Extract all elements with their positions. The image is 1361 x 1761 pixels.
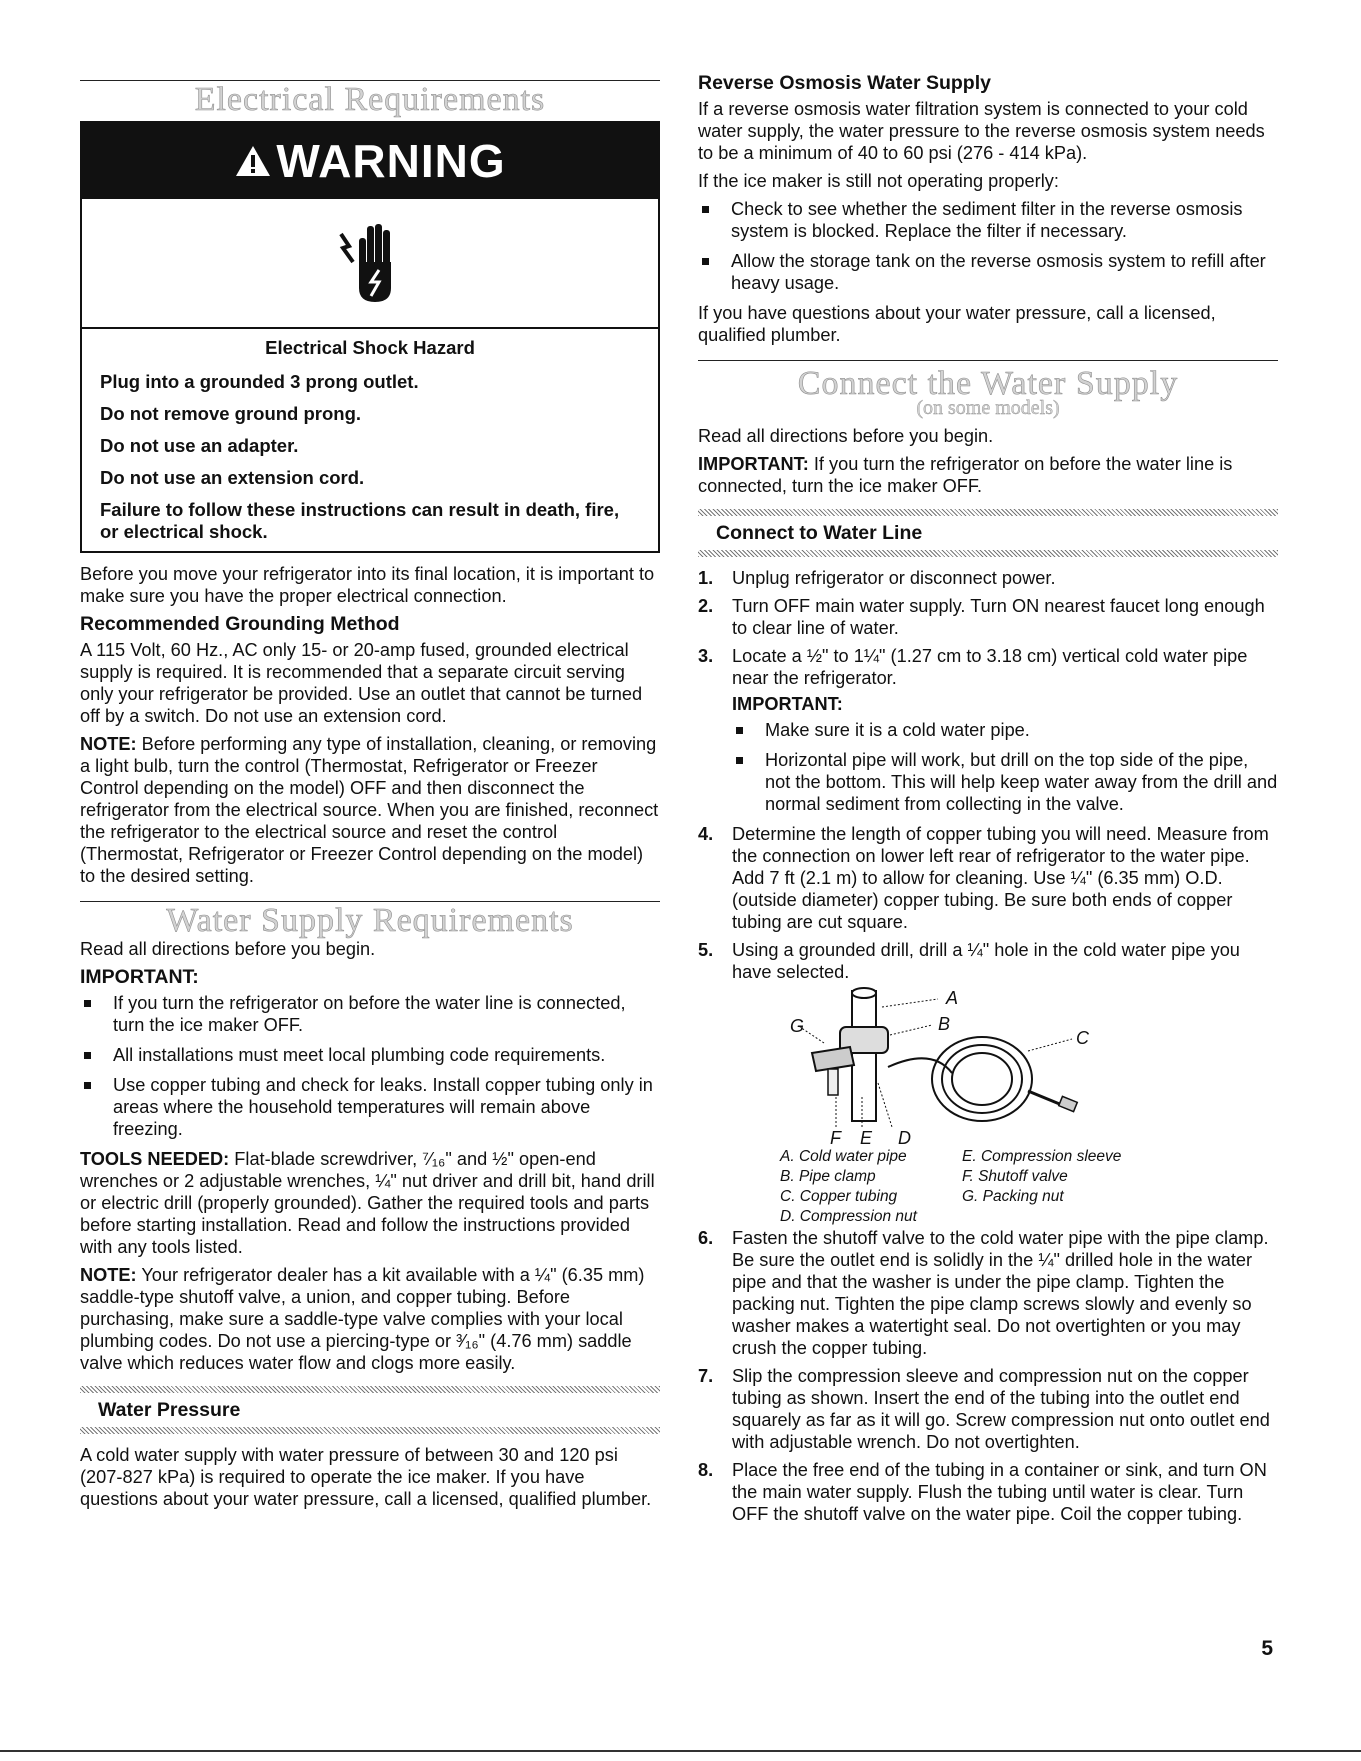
step-number: 6. (698, 1228, 714, 1248)
step-text: Slip the compression sleeve and compression nut on the copper tubing as shown. Insert the end of the tubing into the outlet end squarely as far as it will go. Screw compression nut onto outlet end with adjustable wrench. Do not overtighten. (732, 1366, 1270, 1452)
right-column (698, 0, 1278, 1531)
step-number: 5. (698, 940, 714, 960)
figure-legend-left (780, 1147, 917, 1227)
reverse-osmosis-heading: Reverse Osmosis Water Supply (698, 72, 991, 94)
step-text: Determine the length of copper tubing you will need. Measure from the connection on lower left rear of refrigerator to the water pipe. Add 7 ft (2.1 m) to allow for cleaning. Use ¼" (6.35 mm) O.D. (outside diameter) copper tubing. Be sure both ends of copper tubing are cut square. (732, 824, 1269, 932)
list-item: Horizontal pipe will work, but drill on the top side of the pipe, not the bottom. This will help keep water away from the drill and normal sediment from collecting in the valve. (732, 749, 1278, 815)
electrical-requirements-title: Electrical Requirements (194, 81, 546, 118)
installation-steps (698, 567, 1278, 1525)
figure-letter-b: B (938, 1014, 951, 1034)
figure-letter-c: C (1076, 1028, 1089, 1048)
connect-water-supply-subtitle: (on some models) (916, 397, 1060, 419)
warning-line: Do not use an adapter. (100, 435, 299, 456)
section-rule (698, 360, 1278, 361)
figure-letter-d: D (898, 1128, 911, 1148)
water-pressure-heading: Water Pressure (98, 1399, 241, 1421)
list-item: Allow the storage tank on the reverse osmosis system to refill after heavy usage. (698, 250, 1278, 294)
grounding-text: A 115 Volt, 60 Hz., AC only 15- or 20-amp fused, grounded electrical supply is required. It is recommended that a separate circuit serving only your refrigerator be provided. Use an outlet that cannot be turned off by a switch. Do not use an extension cord. (80, 640, 643, 726)
warning-box (80, 121, 660, 553)
legend-item: A. Cold water pipe (780, 1148, 907, 1165)
list-item: If you turn the refrigerator on before the water line is connected, turn the ice maker OFF. (80, 992, 660, 1036)
step-item (698, 1365, 1278, 1453)
step3-important-label: IMPORTANT: (732, 694, 843, 714)
connect-important (698, 453, 1278, 497)
water-supply-title: Water Supply Requirements (166, 902, 574, 939)
valve-illustration (732, 987, 1272, 1137)
list-item: Make sure it is a cold water pipe. (732, 719, 1278, 741)
warning-line: Failure to follow these instructions can result in death, fire, or electrical shock. (100, 499, 620, 542)
read-all-directions: Read all directions before you begin. (698, 426, 994, 446)
legend-item: D. Compression nut (780, 1208, 917, 1225)
list-item: Check to see whether the sediment filter in the reverse osmosis system is blocked. Replace the filter if necessary. (698, 198, 1278, 242)
important-label: IMPORTANT: (80, 966, 199, 988)
warning-header (82, 123, 658, 199)
reverse-osmosis-questions: If you have questions about your water pressure, call a licensed, qualified plumber. (698, 303, 1216, 345)
step-item (698, 939, 1278, 1225)
note-text: Before performing any type of installation, cleaning, or removing a light bulb, turn the control (Thermostat, Refrigerator or Freezer Control depending on the model) OFF and then disconnect the refrigerator from the electrical source. When you are finished, reconnect the refrigerator to the electrical source and reset the control (Thermostat, Refrigerator or Freezer Control depending on the model) to the desired setting. (80, 734, 659, 886)
figure-letter-g: G (790, 1016, 805, 1036)
hatch-divider (698, 509, 1278, 516)
warning-body (82, 329, 658, 551)
hatch-divider (80, 1386, 660, 1393)
step-text: Place the free end of the tubing in a container or sink, and turn ON the main water supply. Flush the tubing until water is clear. Turn OFF the shutoff valve on the water pipe. Coil the copper tubing. (732, 1460, 1267, 1524)
step-item (698, 567, 1278, 589)
figure-letter-a: A (946, 988, 959, 1008)
step-item (698, 1227, 1278, 1359)
step-number: 4. (698, 824, 714, 844)
important-bullets (80, 992, 660, 1140)
warning-triangle-icon (234, 144, 272, 178)
warning-line: Do not use an extension cord. (100, 467, 365, 488)
step-text: Turn OFF main water supply. Turn ON nearest faucet long enough to clear line of water. (732, 596, 1265, 638)
list-item: All installations must meet local plumbing code requirements. (80, 1044, 660, 1066)
step-item (698, 645, 1278, 815)
read-all-directions: Read all directions before you begin. (80, 939, 376, 959)
legend-item: C. Copper tubing (780, 1188, 898, 1205)
note2-text: Your refrigerator dealer has a kit available with a ¼" (6.35 mm) saddle-type shutoff valve, a union, and copper tubing. Before purchasing, make sure a saddle-type valve complies with your local plumbing codes. Do not use a piercing-type or ³⁄₁₆" (4.76 mm) saddle valve which reduces water flow and clogs more easily. (80, 1265, 645, 1373)
note-paragraph (80, 733, 660, 887)
hatch-divider (80, 1427, 660, 1434)
figure-legend-right (962, 1147, 1121, 1207)
step-text: Locate a ½" to 1¼" (1.27 cm to 3.18 cm) vertical cold water pipe near the refrigerator. (732, 646, 1248, 688)
step-item (698, 823, 1278, 933)
legend-item: B. Pipe clamp (780, 1168, 876, 1185)
warning-line: Plug into a grounded 3 prong outlet. (100, 371, 419, 392)
step-number: 2. (698, 596, 714, 616)
step-item (698, 595, 1278, 639)
step-text: Fasten the shutoff valve to the cold water pipe with the pipe clamp. Be sure the outlet end is solidly in the ¼" drilled hole in the water pipe and that the washer is under the pipe clamp. Tighten the packing nut. Tighten the pipe clamp screws slowly and evenly so washer makes a watertight seal. Do not overtighten or you may crush the copper tubing. (732, 1228, 1269, 1358)
note2-label: NOTE: (80, 1265, 137, 1285)
hatch-divider (698, 550, 1278, 557)
grounding-heading: Recommended Grounding Method (80, 613, 400, 635)
list-item: Use copper tubing and check for leaks. Install copper tubing only in areas where the household temperatures will remain above freezing. (80, 1074, 660, 1140)
figure-letter-e: E (860, 1128, 873, 1148)
important-text: If you turn the refrigerator on before the water line is connected, turn the ice maker OFF. (698, 454, 1233, 496)
bottom-rule (0, 1750, 1361, 1752)
water-pressure-text: A cold water supply with water pressure of between 30 and 120 psi (207-827 kPa) is required to operate the ice maker. If you have questions about your water pressure, call a licensed, qualified plumber. (80, 1445, 652, 1509)
connect-water-supply-title: Connect the Water Supply (797, 365, 1179, 402)
note-label: NOTE: (80, 734, 137, 754)
reverse-osmosis-text: If a reverse osmosis water filtration system is connected to your cold water supply, the water pressure to the reverse osmosis system needs to be a minimum of 40 to 60 psi (276 - 414 kPa). (698, 99, 1265, 163)
tools-text: Flat-blade screwdriver, ⁷⁄₁₆" and ½" open-end wrenches or 2 adjustable wrenches, ¼" nut driver and drill bit, hand drill or electric drill (properly grounded). Gather the required tools and parts before starting installation. Read and follow the instructions provided with any tools listed. (80, 1149, 655, 1257)
electrical-intro: Before you move your refrigerator into its final location, it is important to make sure you have the proper electrical connection. (80, 564, 655, 606)
page-number: 5 (1261, 1637, 1273, 1660)
step3-bullets (732, 719, 1278, 815)
step-item (698, 1459, 1278, 1525)
warning-header-text: WARNING (276, 135, 506, 187)
shock-icon-area (82, 199, 658, 329)
hazard-title: Electrical Shock Hazard (265, 337, 475, 358)
figure-letter-f: F (830, 1128, 841, 1148)
legend-item: G. Packing nut (962, 1188, 1064, 1205)
step-number: 1. (698, 568, 714, 588)
legend-item: E. Compression sleeve (962, 1148, 1122, 1165)
note2-paragraph (80, 1264, 660, 1374)
tools-label: TOOLS NEEDED: (80, 1149, 230, 1169)
important-label: IMPORTANT: (698, 454, 809, 474)
tools-paragraph (80, 1148, 660, 1258)
step-number: 7. (698, 1366, 714, 1386)
reverse-osmosis-if: If the ice maker is still not operating properly: (698, 171, 1059, 191)
electrical-shock-hand-icon (335, 216, 405, 311)
step-number: 8. (698, 1460, 714, 1480)
connect-water-line-heading: Connect to Water Line (716, 522, 923, 544)
step-text: Using a grounded drill, drill a ¼" hole in the cold water pipe you have selected. (732, 940, 1240, 982)
left-column (80, 0, 660, 1516)
water-line-figure (732, 987, 1278, 1225)
reverse-osmosis-bullets (698, 198, 1278, 294)
step-text: Unplug refrigerator or disconnect power. (732, 568, 1056, 588)
step-number: 3. (698, 646, 714, 666)
warning-line: Do not remove ground prong. (100, 403, 362, 424)
legend-item: F. Shutoff valve (962, 1168, 1068, 1185)
